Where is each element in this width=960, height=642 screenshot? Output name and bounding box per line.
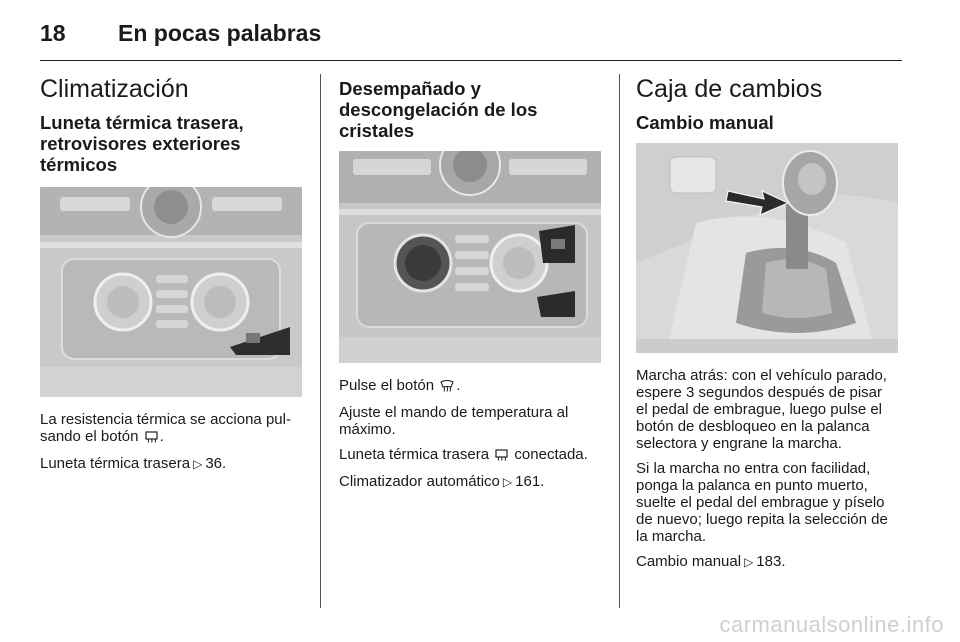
column-divider-2 [619,74,620,608]
running-title: En pocas palabras [118,20,322,46]
page-header [40,20,902,61]
p1-line1: La resistencia térmica se acciona pul- [40,411,291,428]
paragraph-reverse-gear: Marcha atrás: con el vehículo parado, espere 3 segundos después de pisar el pedal de embrague, luego pulse el botón de desbloqueo en la palanca selectora y engrane la marcha. [636,367,887,452]
climate-panel-photo-defrost [339,151,601,363]
page-number: 18 [40,20,66,46]
paragraph-gear-difficulty: Si la marcha no entra con facilidad, ponga la palanca en punto muerto, suelte el pedal del embrague y píselo de nuevo; luego repita la selección de la marcha. [636,460,888,545]
watermark: carmanualsonline.info [719,612,944,637]
arrow-reference-icon: ▷ [502,475,513,489]
arrow-reference-icon: ▷ [193,457,203,471]
column-desempanado [339,74,604,499]
windscreen-defrost-icon [440,379,454,396]
paragraph-auto-climate-ref: Climatizador automático ▷ 161. [339,473,545,490]
column-divider-1 [320,74,321,608]
section-title-climatizacion: Climatización [40,75,189,103]
paragraph-rear-heater: La resistencia térmica se acciona pul- sando el botón . [40,411,291,445]
rear-window-heater-icon [145,430,158,447]
arrow-reference-icon: ▷ [744,555,754,569]
paragraph-temperature: Ajuste el mando de temperatura al máximo. [339,404,569,438]
section-title-desempanado-line2: descongelación de los cristales [339,99,538,141]
gear-lever-photo [636,143,898,353]
subtitle-line-2: retrovisores exteriores térmicos [40,133,241,175]
paragraph-manual-ref: Cambio manual ▷ 183. [636,553,786,570]
section-title-caja-cambios: Caja de cambios [636,75,823,103]
column-caja-cambios [636,74,904,579]
paragraph-rear-heater-on: Luneta térmica trasera conectada. [339,446,588,463]
climate-panel-photo-rear-heater [40,187,302,397]
paragraph-press-button: Pulse el botón . [339,377,461,394]
column-climatizacion [40,74,305,481]
rear-window-heater-icon [495,448,508,465]
section-title-desempanado-line1: Desempañado y [339,78,481,99]
subtitle-cambio-manual: Cambio manual [636,112,774,133]
subtitle-line-1: Luneta térmica trasera, [40,112,244,133]
p1-line2: sando el botón [40,428,139,445]
paragraph-rear-heater-ref: Luneta térmica trasera ▷ 36. [40,455,227,472]
